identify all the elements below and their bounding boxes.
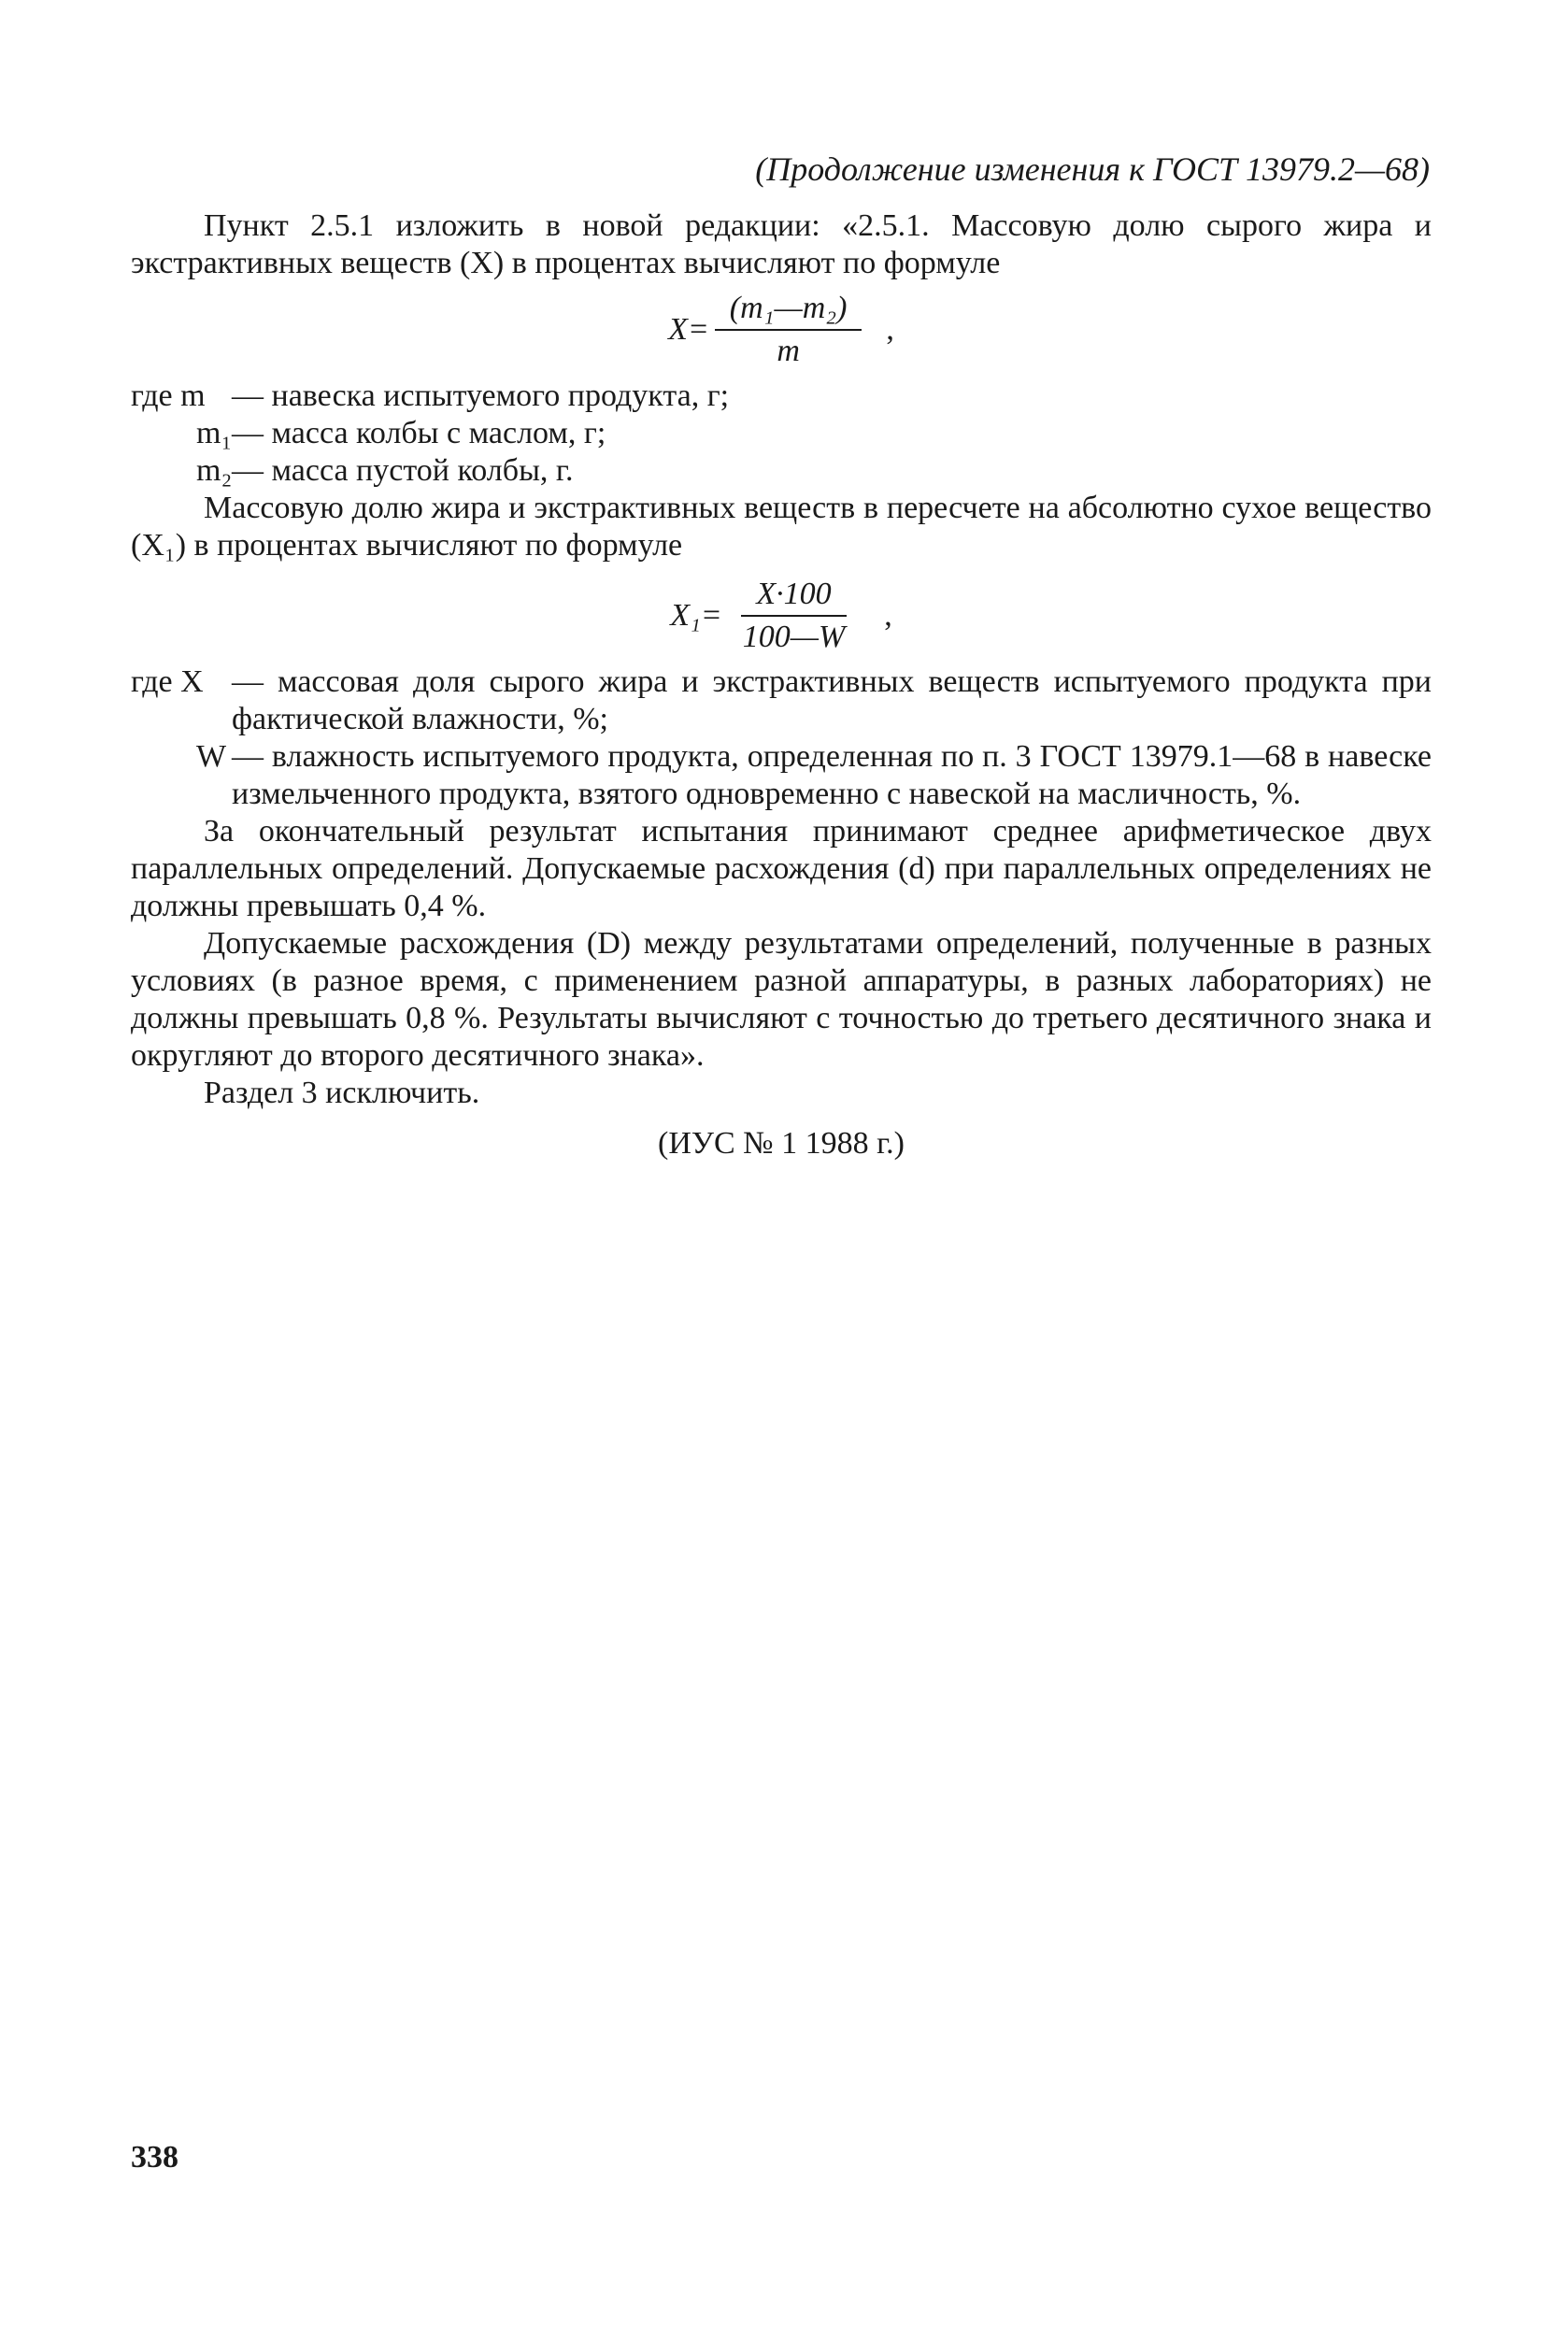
definition-text: — масса колбы с маслом, г; [232, 416, 606, 450]
definition-text: — навеска испытуемого продукта, г; [232, 378, 730, 413]
paragraph-amendment-2-5-1: Пункт 2.5.1 изложить в новой редакции: «2.5.1. Массовую долю сырого жира и экстрактивных веществ (X) в процентах вычисляют по формуле [131, 208, 1432, 280]
definition-term: где X [131, 664, 204, 699]
definitions-x1 [131, 663, 1432, 813]
definition-text: — влажность испытуемого продукта, определенная по п. 3 ГОСТ 13979.1—68 в навеске измельченного продукта, взятого одновременно с навеской на масличность, %. [232, 739, 1432, 811]
formula-x1-numerator: X·100 [741, 576, 846, 617]
definition-text: — массовая доля сырого жира и экстрактивных веществ испытуемого продукта при фактической влажности, %; [232, 664, 1432, 736]
document-body [131, 207, 1432, 1162]
definition-row [131, 452, 1432, 490]
source-reference: (ИУС № 1 1988 г.) [658, 1126, 905, 1161]
definition-row [131, 415, 1432, 452]
definition-row [131, 738, 1432, 813]
formula-x1-denominator: 100—W [742, 620, 846, 654]
definition-term: m₂ [196, 453, 233, 488]
definition-term: m₁ [196, 416, 233, 450]
definition-term: W [196, 739, 227, 774]
definition-term: где m [131, 378, 206, 413]
definition-row [131, 663, 1432, 738]
document-header: (Продолжение изменения к ГОСТ 13979.2—68) [755, 150, 1430, 188]
paragraph-tolerance: Допускаемые расхождения (D) между результатами определений, полученные в разных условиях (в разное время, с применением разной аппаратуры, в разных лабораториях) не должны превышать 0,8 %. Результаты вычисляют с точностью до третьего десятичного знака и округляют до второго десятичного знака». [131, 926, 1432, 1073]
paragraph-final-result: За окончательный результат испытания принимают среднее арифметическое двух параллельных определений. Допускаемые расхождения (d) при параллельных определениях не должны превышать 0,4 %. [131, 814, 1432, 923]
formula-x-fraction [715, 290, 862, 370]
formula-x1-comma: , [884, 598, 892, 633]
formula-x1-fraction [728, 576, 861, 656]
paragraph-dry-basis: Массовую долю жира и экстрактивных веществ в пересчете на абсолютно сухое вещество (X₁) в процентах вычисляют по формуле [131, 491, 1432, 563]
definition-text: — масса пустой колбы, г. [232, 453, 574, 488]
formula-x [131, 290, 1432, 370]
formula-x-lhs: X= [668, 312, 709, 347]
definition-row [131, 378, 1432, 415]
definitions-x [131, 378, 1432, 490]
page-number: 338 [131, 2140, 178, 2175]
formula-x1 [131, 576, 1432, 656]
formula-x-numerator: (m₁—m₂) [715, 290, 862, 331]
formula-x-comma: , [886, 312, 894, 347]
formula-x-denominator: m [777, 334, 800, 368]
formula-x1-lhs: X₁= [670, 598, 722, 633]
paragraph-section-3: Раздел 3 исключить. [204, 1076, 480, 1110]
